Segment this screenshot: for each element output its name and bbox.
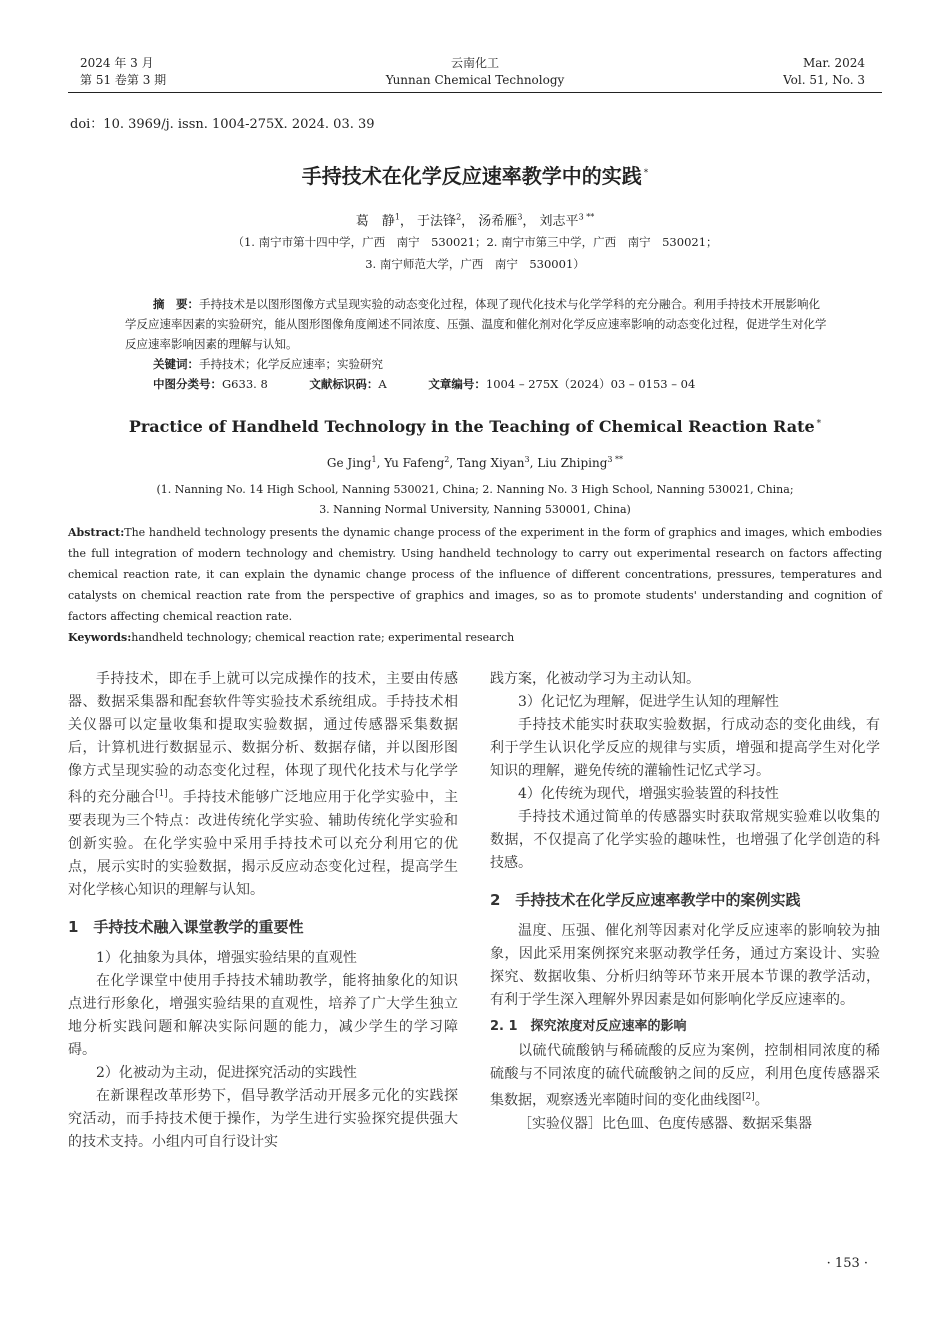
english-abstract-paragraph xyxy=(68,522,882,627)
subsection-point: 3）化记忆为理解，促进学生认知的理解性 xyxy=(518,694,779,710)
body-right-column xyxy=(490,668,880,1136)
body-left-column xyxy=(68,668,458,1154)
document-code xyxy=(309,377,386,391)
body-paragraph: 在化学课堂中使用手持技术辅助教学，能将抽象化的知识点进行形象化，增强实验结果的直观性，培养了广大学生独立地分析实践问题和解决实际问题的能力，减少学生的学习障碍。 xyxy=(68,972,458,1058)
doccode-label: 文献标识码： xyxy=(309,377,379,391)
keywords-cn-text: 手持技术；化学反应速率；实验研究 xyxy=(199,357,383,371)
abstract-cn-text: 手持技术是以图形图像方式呈现实验的动态变化过程，体现了现代化技术与化学学科的充分融合。利用手持技术开展影响化学反应速率因素的实验研究，能从图形图像角度阐述不同浓度、压强、温度和催化剂对化学反应速率影响的动态变化过程，促进学生对化学反应速率影响因素的理解与认知。 xyxy=(125,297,827,351)
header-right xyxy=(783,55,865,89)
keywords-cn xyxy=(125,354,830,374)
author-sup: 3 ** xyxy=(578,212,595,222)
affiliation-line: 3. 南宁师范大学，广西 南宁 530001） xyxy=(365,257,585,271)
abstract-cn xyxy=(125,294,830,394)
body-paragraph: 在新课程改革形势下，倡导教学活动开展多元化的实践探究活动，而手持技术便于操作，为学生进行实验探究提供强大的技术支持。小组内可自行设计实 xyxy=(68,1087,458,1150)
clc-value: G633. 8 xyxy=(222,377,268,391)
author-sup: 3 xyxy=(517,212,523,222)
author: 于法锋 xyxy=(417,214,457,229)
subsection-point: 4）化传统为现代，增强实验装置的科技性 xyxy=(518,786,779,802)
journal-name-en: Yunnan Chemical Technology xyxy=(385,73,565,87)
title-text: 手持技术在化学反应速率教学中的实践 xyxy=(301,164,642,188)
english-title xyxy=(0,417,950,436)
section-heading: 2 手持技术在化学反应速率教学中的案例实践 xyxy=(490,891,801,909)
english-abstract-text: The handheld technology presents the dynamic change process of the experiment in the form of graphics and images, which embodies the full integration of modern technology and chemistry. Using handheld technology to carry out experimental research on factors affecting chemical reaction rate, it can explain the dynamic change process of the influence of different concentrations, pressures, temperatures and catalysts on chemical reaction rate from the perspective of graphics and images, so as to promote students' understanding and cognition of factors affecting chemical reaction rate. xyxy=(68,526,882,623)
english-author: Yu Fafeng xyxy=(384,456,445,470)
author-list: 葛 静$^1$， 于法锋$^2$， 汤希雁$^3$， 刘志平$^{3 **}$ xyxy=(355,212,595,229)
body-paragraph: ［实验仪器］比色皿、色度传感器、数据采集器 xyxy=(518,1115,812,1132)
articleno-label: 文章编号： xyxy=(428,377,486,391)
clc-label: 中图分类号： xyxy=(153,377,222,391)
author: 葛 静 xyxy=(355,214,395,229)
english-affiliation-line: (1. Nanning No. 14 High School, Nanning 530021, China; 2. Nanning No. 3 High School, Nanning 530021, China; xyxy=(156,483,794,496)
journal-name-cn: 云南化工 xyxy=(450,56,499,70)
english-keywords-text: handheld technology; chemical reaction rate; experimental research xyxy=(131,631,515,644)
subsection-heading: 2. 1 探究浓度对反应速率的影响 xyxy=(490,1019,687,1034)
body-paragraph: 手持技术能实时获取实验数据，行成动态的变化曲线，有利于学生认识化学反应的规律与实质，增强和提高学生对化学知识的理解，避免传统的灌输性记忆式学习。 xyxy=(490,717,880,779)
header-date-en: Mar. 2024 xyxy=(802,56,865,70)
english-keywords-label: Keywords: xyxy=(68,631,132,644)
title-footnote-mark: * xyxy=(643,168,649,179)
english-title-mark: * xyxy=(816,418,822,429)
abstract-cn-paragraph xyxy=(125,294,830,354)
english-abstract-label: Abstract: xyxy=(68,526,125,539)
english-keywords xyxy=(68,627,882,648)
affiliation-line: （1. 南宁市第十四中学，广西 南宁 530021；2. 南宁市第三中学，广西 南宁 530021； xyxy=(232,235,718,249)
clc-number xyxy=(153,377,268,391)
page-title xyxy=(0,160,950,189)
english-author-sup: 3 xyxy=(524,455,530,464)
english-affiliation-line: 3. Nanning Normal University, Nanning 530001, China) xyxy=(319,503,631,516)
body-text: 手持技术，即在手上就可以完成操作的技术，主要由传感器、数据采集器和配套软件等实验技术系统组成。手持技术相关仪器可以定量收集和提取实验数据，通过传感器采集数据后，计算机进行数据显示、数据分析、数据存储，并以图形图像方式呈现实验的动态变化过程，体现了现代化技术与化学学科的充分融合 xyxy=(68,671,458,806)
subsection-point: 1）化抽象为具体，增强实验结果的直观性 xyxy=(96,949,357,966)
author-sup: 1 xyxy=(394,212,400,222)
author: 汤希雁 xyxy=(478,214,518,229)
english-author: Ge Jing xyxy=(326,456,372,470)
doccode-value: A xyxy=(378,377,387,391)
body-text: 以硫代硫酸钠与稀硫酸的反应为案例，控制相同浓度的稀硫酸与不同浓度的硫代硫酸钠之间的反应，利用色度传感器采集数据，观察透光率随时间的变化曲线图 xyxy=(490,1043,880,1109)
article-number xyxy=(428,377,695,391)
english-abstract xyxy=(68,522,882,648)
body-paragraph xyxy=(490,1040,880,1113)
body-text: 。 xyxy=(754,1092,769,1109)
citation-ref[interactable]: [2] xyxy=(742,1092,755,1102)
author: 刘志平 xyxy=(539,214,579,229)
article-meta xyxy=(125,374,830,394)
header-date: 2024 年 3 月 xyxy=(80,56,154,70)
citation-ref[interactable]: [1] xyxy=(155,789,168,799)
english-author-sup: 1 xyxy=(371,455,377,464)
body-text: 。手持技术能够广泛地应用于化学实验中，主要表现为三个特点：改进传统化学实验、辅助传统化学实验和创新实验。在化学实验中采用手持技术可以充分利用它的优点，展示实时的实验数据，揭示反应动态变化过程，提高学生对化学核心知识的理解与认知。 xyxy=(68,789,459,898)
abstract-cn-label: 摘 要： xyxy=(153,297,199,311)
keywords-cn-label: 关键词： xyxy=(153,357,199,371)
header-volume-en: Vol. 51, No. 3 xyxy=(783,73,865,87)
english-author: Tang Xiyan xyxy=(457,456,525,470)
header-rule xyxy=(68,92,882,93)
header-volume: 第 51 卷第 3 期 xyxy=(80,73,167,87)
articleno-value: 1004 – 275X（2024）03 – 0153 – 04 xyxy=(485,377,696,391)
section-heading: 1 手持技术融入课堂教学的重要性 xyxy=(68,917,304,936)
author-sup: 2 xyxy=(456,212,462,222)
body-paragraph xyxy=(68,668,458,902)
english-author: Liu Zhiping xyxy=(537,456,608,470)
page-number: · 153 · xyxy=(826,1256,868,1271)
body-paragraph: 温度、压强、催化剂等因素对化学反应速率的影响较为抽象，因此采用案例探究来驱动教学任务，通过方案设计、实验探究、数据收集、分析归纳等环节来开展本节课的教学活动，有利于学生深入理解外界因素是如何影响化学反应速率的。 xyxy=(490,923,880,1008)
english-title-text: Practice of Handheld Technology in the Teaching of Chemical Reaction Rate xyxy=(128,417,815,436)
english-author-sup: 3 ** xyxy=(607,455,624,464)
subsection-point: 2）化被动为主动，促进探究活动的实践性 xyxy=(96,1064,357,1081)
body-paragraph: 手持技术通过简单的传感器实时获取常规实验难以收集的数据，不仅提高了化学实验的趣味性，也增强了化学创造的科技感。 xyxy=(490,809,880,871)
english-author-list: Ge Jing$^1$, Yu Fafeng$^2$, Tang Xiyan$^3$, Liu Zhiping$^{3 **}$ xyxy=(326,455,624,470)
body-paragraph: 践方案，化被动学习为主动认知。 xyxy=(490,671,700,687)
english-author-sup: 2 xyxy=(444,455,450,464)
doi[interactable]: doi：10. 3969/j. issn. 1004-275X. 2024. 03. 39 xyxy=(70,117,375,132)
